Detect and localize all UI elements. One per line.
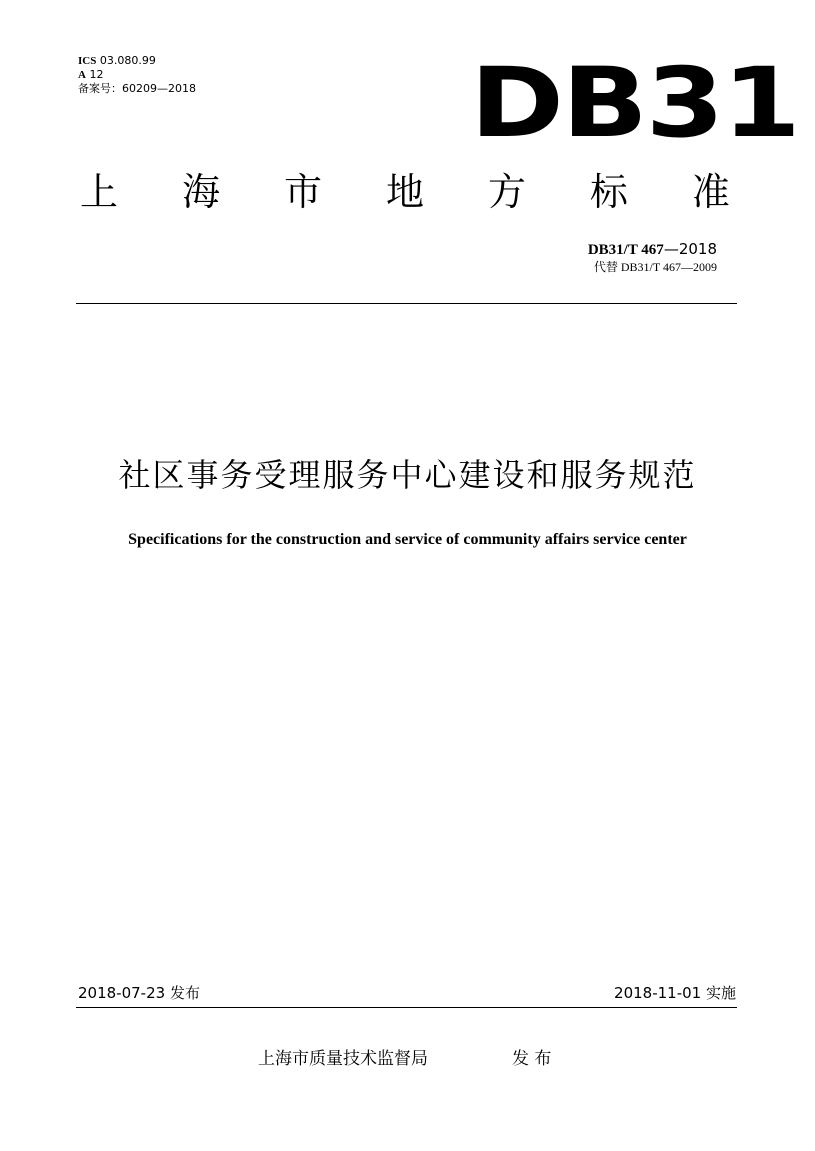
standard-type-char: 地 [385, 170, 424, 214]
standard-year: —2018 [663, 240, 717, 258]
standard-type-char: 方 [487, 170, 526, 214]
class-label: A [78, 69, 86, 81]
footer-divider [76, 1007, 737, 1008]
replaces-standard: 代替 DB31/T 467—2009 [593, 260, 717, 274]
document-title-cn: 社区事务受理服务中心建设和服务规范 [118, 456, 697, 494]
standard-type-char: 准 [691, 170, 730, 214]
standard-number [588, 240, 717, 259]
issuer-org: 上海市质量技术监督局 [258, 1049, 428, 1069]
implement-date: 2018-11-01 实施 [614, 984, 736, 1002]
standard-type-char: 海 [181, 170, 220, 214]
standard-type-char: 标 [589, 170, 628, 214]
db31-logo: DB31 [470, 47, 799, 159]
record-number: 备案号：60209—2018 [78, 82, 196, 95]
standard-type-heading [80, 168, 730, 216]
publish-date: 2018-07-23 发布 [78, 984, 200, 1002]
standard-code: DB31/T 467 [587, 242, 664, 258]
ics-label: ICS [78, 55, 97, 67]
class-line [78, 68, 196, 82]
document-title-en: Specifications for the construction and service of community affairs service center [128, 531, 687, 548]
header-divider [76, 303, 737, 304]
class-value: 12 [89, 68, 104, 81]
metadata-block [78, 54, 196, 95]
issuer-action: 发 布 [512, 1049, 552, 1069]
standard-type-char: 市 [283, 170, 322, 214]
ics-value: 03.080.99 [99, 54, 156, 67]
standard-type-char: 上 [80, 170, 119, 214]
ics-line [78, 54, 196, 68]
